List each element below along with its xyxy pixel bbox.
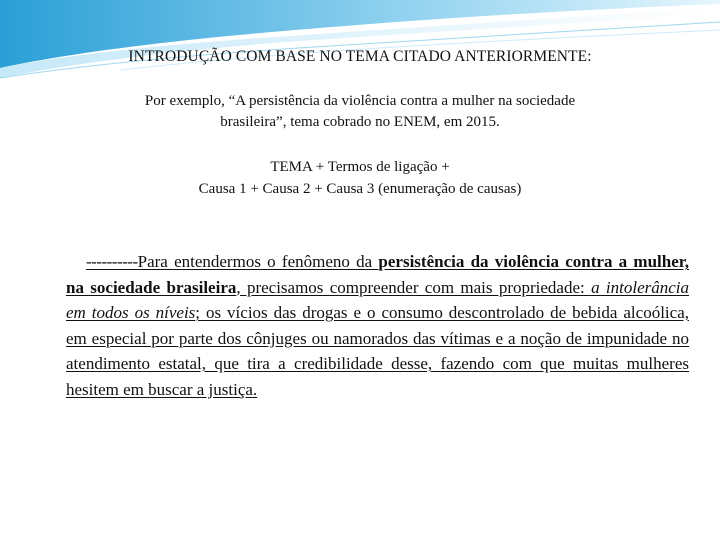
paragraph-text-1: Para entendermos o fenômeno da [137, 252, 379, 271]
structure-formula [40, 156, 680, 200]
paragraph-cause-italic: a intolerância em todos os níveis [66, 277, 690, 322]
decorative-swoosh-banner [0, 0, 720, 90]
example-line-2: brasileira”, tema cobrado no ENEM, em 2015. [220, 114, 500, 130]
paragraph-text-3: ; os vícios das drogas e o consumo descontrolado de bebida alcoólica, em especial por parte dos cônjuges ou namorados das vítimas e a noção de impunidade no atendimento estatal, que tira a credibilidade desse, fazendo com que muitas mulheres hesitem em buscar a justiça. [66, 303, 689, 399]
example-line-1: Por exemplo, “A persistência da violência contra a mulher na sociedade [144, 93, 576, 109]
paragraph-text-2: , precisamos compreender com mais propriedade: [236, 277, 592, 297]
example-text [40, 91, 680, 133]
formula-line-2: Causa 1 + Causa 2 + Causa 3 (enumeração de causas) [198, 181, 522, 197]
paragraph-dashes: ---------- [86, 252, 138, 271]
section-heading: INTRODUÇÃO COM BASE NO TEMA CITADO ANTERIORMENTE: [128, 48, 592, 65]
formula-line-1: TEMA + Termos de ligação + [270, 159, 450, 175]
introduction-paragraph [66, 249, 689, 402]
paragraph-theme-bold: persistência da violência contra a mulher, na sociedade brasileira [66, 252, 689, 297]
